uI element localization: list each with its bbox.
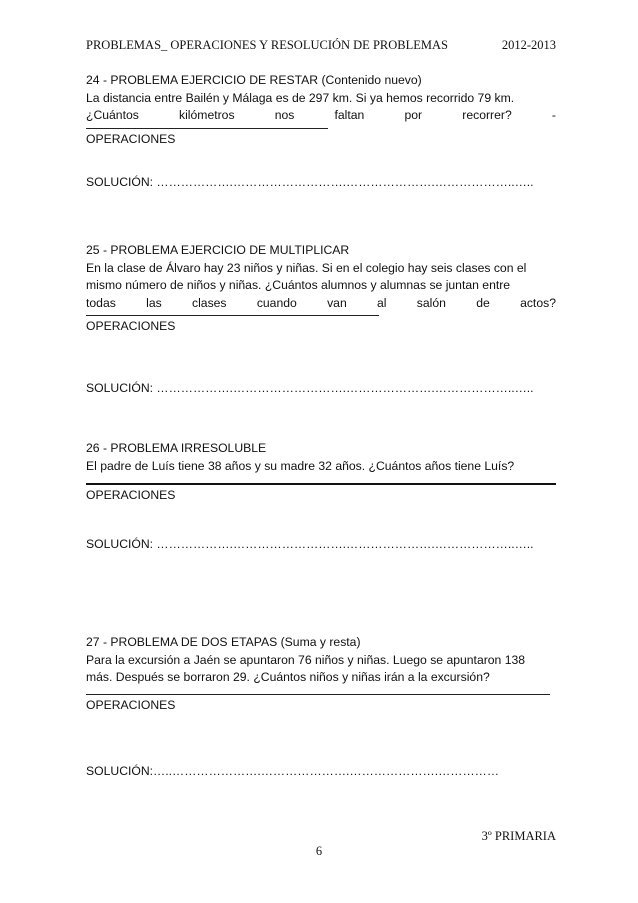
word: por [404,108,423,122]
page-number: 6 [315,844,323,858]
problem-text-line: La distancia entre Bailén y Málaga es de 297 km. Si ya hemos recorrido 79 km. [86,90,515,105]
word: las [146,295,162,310]
problem-text-line-justified [86,107,556,125]
problem-text-line: El padre de Luís tiene 38 años y su madre 32 años. ¿Cuántos años tiene Luís? [86,458,515,473]
problem-24 [86,72,556,148]
problem-26 [86,440,556,504]
answer-underline [86,128,328,129]
problem-title: 24 - PROBLEMA EJERCICIO DE RESTAR (Contenido nuevo) [86,73,422,87]
problem-text-line: mismo número de niños y niñas. ¿Cuántos alumnos y alumnas se juntan entre [86,278,511,292]
problem-title: 25 - PROBLEMA EJERCICIO DE MULTIPLICAR [86,243,350,257]
problem-title: 27 - PROBLEMA DE DOS ETAPAS (Suma y resta) [86,635,361,649]
header-year: 2012-2013 [501,38,556,52]
word: van [327,295,347,310]
operations-label: OPERACIONES [86,319,176,333]
word: de [476,295,490,310]
word: ¿Cuántos [86,108,139,122]
operations-label: OPERACIONES [86,487,176,502]
problem-title: 26 - PROBLEMA IRRESOLUBLE [86,441,267,455]
answer-underline [86,694,550,695]
word: actos? [520,295,556,310]
word: al [377,295,387,310]
footer-level: 3º PRIMARIA [481,829,556,843]
word: faltan [334,108,365,122]
word: kilómetros [179,108,235,122]
word: todas [86,295,116,310]
word: salón [416,295,446,310]
word: cuando [256,295,297,310]
solution-line: SOLUCIÓN: ……………….……………………….………………….………………..….. [86,381,534,395]
word: recorrer? [462,108,512,122]
solution-line: SOLUCIÓN: ……………….……………………….………………….………………..….. [86,537,534,551]
page-header [86,38,556,54]
solution-line: SOLUCIÓN:…..………………….………………….………………….…………… [86,764,500,778]
solution-line: SOLUCIÓN: ……………….……………………….………………….………………..….. [86,175,534,189]
answer-underline [86,315,379,316]
word: - [551,108,556,122]
header-title: PROBLEMAS_ OPERACIONES Y RESOLUCIÓN DE PROBLEMAS [86,38,448,52]
operations-label: OPERACIONES [86,131,176,146]
problem-27 [86,634,556,714]
problem-25 [86,242,556,336]
problem-text-line: más. Después se borraron 29. ¿Cuántos niños y niñas irán a la excursión? [86,670,490,684]
word: nos [274,108,295,122]
answer-underline [86,483,556,485]
operations-label: OPERACIONES [86,697,176,712]
problem-text-line: En la clase de Álvaro hay 23 niños y niñas. Si en el colegio hay seis clases con el [86,260,527,275]
problem-text-line-justified [86,295,556,313]
word: clases [191,295,227,310]
problem-text-line: Para la excursión a Jaén se apuntaron 76 niños y niñas. Luego se apuntaron 138 [86,652,526,667]
